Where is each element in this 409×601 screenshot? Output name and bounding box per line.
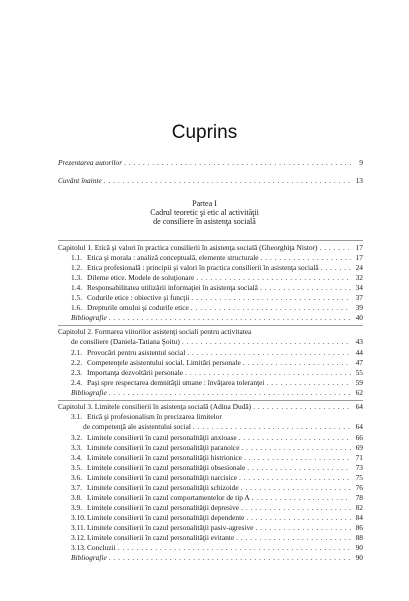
section-number: 3.7. [71,483,83,492]
dot-leader [191,293,351,303]
toc-chapter-3[interactable] [58,402,363,412]
toc-entry-title: Capitolul 3. Limitele consilierii în asistenţa socială (Adina Dudă) [58,402,252,411]
toc-section-line1[interactable] [71,412,363,422]
toc-entry-title: Prezentarea autorilor [58,158,123,167]
toc-bibliography[interactable] [71,313,363,323]
toc-page-number: 86 [355,523,363,532]
toc-section[interactable] [71,443,363,453]
toc-entry-title: Limitele consilierii în cazul personalităţii evitante [87,533,235,542]
section-number: 3.10. [71,513,86,522]
dot-leader [109,553,351,563]
section-number: 3.1. [71,412,83,421]
toc-entry-title: Limitele consilierii în cazul personalităţii schizoide [87,483,239,492]
dot-leader [261,253,351,263]
toc-chapter-2-line1[interactable] [58,327,363,337]
section-number: 1.4. [71,283,83,292]
toc-section[interactable] [71,273,363,283]
toc-entry-title: Drepturile omului şi codurile etice [87,303,189,312]
toc-page-number: 44 [355,348,363,357]
section-number: 3.8. [71,493,83,502]
section-number: 2.2. [71,358,83,367]
toc-section[interactable] [71,533,363,543]
section-number: 1.5. [71,293,83,302]
section-number: 1.3. [71,273,83,282]
dot-leader [191,303,351,313]
toc-section[interactable] [71,503,363,513]
toc-section[interactable] [71,463,363,473]
toc-entry-title: Limitele consilierii în cazul personalităţii narcisice [87,473,238,482]
toc-page-number: 55 [355,368,363,377]
toc-chapter-1[interactable] [58,243,363,253]
section-number: 3.13. [71,543,86,552]
toc-entry-title: Importanţa dezvoltării personale [87,368,184,377]
dot-leader [118,543,351,553]
toc-page-number: 73 [355,463,363,472]
dot-leader [246,513,351,523]
toc-entry-title: Limitele consilierii în cazul personalităţii paranoice [87,443,240,452]
dot-leader [109,388,351,398]
toc-page-number: 76 [355,483,363,492]
dot-leader [239,433,351,443]
toc-entry-title: Etică şi profesionalism în precizarea limitelor [87,412,222,421]
toc-entry-title: Codurile etice : obiective şi funcţii [87,293,190,302]
dot-leader [185,368,351,378]
toc-entry-authors[interactable] [58,158,363,168]
toc-section[interactable] [71,368,363,378]
toc-entry-title: Limitele consilierii în cazul personalităţii histrionice [87,453,242,462]
section-number: 3.3. [71,443,83,452]
divider [58,325,363,326]
toc-section[interactable] [71,293,363,303]
toc-section[interactable] [83,422,363,432]
toc-page-number: 82 [355,503,363,512]
toc-entry-title: Cuvânt înainte [58,176,102,185]
dot-leader [193,422,351,432]
dot-leader [247,463,351,473]
toc-page-number: 47 [355,358,363,367]
toc-page-number: 24 [355,263,363,272]
dot-leader [320,243,352,253]
toc-entry-title: Limitele consilierii în cazul personalităţii depresive [87,503,240,512]
toc-page-number: 69 [355,443,363,452]
toc-entry-title: Limitele consilierii în cazul personalităţii obsesionale [87,463,246,472]
dot-leader [252,493,351,503]
toc-page-number: 37 [355,293,363,302]
dot-leader [236,533,351,543]
toc-entry-title: Limitele consilierii în cazul comportamentelor de tip A [87,493,250,502]
toc-entry-title: Bibliografie [71,553,107,562]
dot-leader [321,263,351,273]
section-number: 3.6. [71,473,83,482]
section-number: 1.1. [71,253,83,262]
toc-page-number: 43 [355,337,363,346]
toc-section[interactable] [71,473,363,483]
toc-page-number: 64 [355,422,363,431]
page-title: Cuprins [171,122,238,143]
toc-section[interactable] [71,283,363,293]
toc-entry-title: Bibliografie [71,313,107,322]
section-number: 3.12. [71,533,86,542]
section-number: 2.4. [71,378,83,387]
toc-page-number: 40 [355,313,363,322]
section-number: 3.5. [71,463,83,472]
toc-entry-title: Concluzii [87,543,116,552]
toc-section[interactable] [71,513,363,523]
toc-page-number: 71 [355,453,363,462]
toc-entry-title: Limitele consilierii în cazul personalităţii pasiv-agresive [87,523,254,532]
dot-leader [255,523,351,533]
section-number: 2.3. [71,368,83,377]
toc-entry-title: de competenţă ale asistentului social [83,422,191,431]
section-number: 3.11. [71,523,86,532]
toc-entry-title: de consiliere (Daniela-Tatiana Şoitu) [71,337,180,346]
toc-bibliography[interactable] [71,553,363,563]
toc-page-number: 34 [355,283,363,292]
toc-page-number: 90 [355,553,363,562]
divider [58,400,363,401]
toc-entry-title: Etica şi morala : analiză conceptuală, elemente structurale [87,253,259,262]
dot-leader [241,483,351,493]
dot-leader [182,337,351,347]
toc-page-number: 90 [355,543,363,552]
dot-leader [109,313,351,323]
toc-section[interactable] [71,348,363,358]
toc-section[interactable] [71,523,363,533]
toc-section[interactable] [71,493,363,503]
section-number: 3.4. [71,453,83,462]
toc-section[interactable] [71,263,363,273]
toc-entry-title: Bibliografie [71,388,107,397]
toc-page-number: 17 [355,243,363,252]
divider [58,240,363,241]
toc-entry-title: Competenţele asistentului social. Limitări personale [87,358,241,367]
toc-entry-title: Responsabilitatea utilizării informaţiei în asistenţa socială [87,283,258,292]
section-number: 3.2. [71,433,83,442]
section-number: 1.2. [71,263,83,272]
section-number: 3.9. [71,503,83,512]
section-number: 2.1. [71,348,83,357]
dot-leader [253,402,351,412]
toc-page-number: 78 [355,493,363,502]
dot-leader [239,473,351,483]
toc-entry-title: Provocări pentru asistentul social [87,348,186,357]
dot-leader [243,358,351,368]
dot-leader [244,453,351,463]
dot-leader [260,283,351,293]
toc-page-number: 88 [355,533,363,542]
toc-page-number: 17 [355,253,363,262]
toc-entry-title: Capitolul 2. Formarea viitorilor asistenţi sociali pentru activitatea [58,327,252,336]
toc-page-number: 59 [355,378,363,387]
toc-section[interactable] [71,253,363,263]
toc-bibliography[interactable] [71,388,363,398]
part-title-line1: Cadrul teoretic şi etic al activităţii [150,208,259,217]
toc-section[interactable] [71,543,363,553]
toc-section[interactable] [71,433,363,443]
toc-section[interactable] [71,303,363,313]
toc-page-number: 13 [355,176,363,185]
toc-page-number: 84 [355,513,363,522]
section-number: 1.6. [71,303,83,312]
dot-leader [124,158,351,168]
toc-page-number: 32 [355,273,363,282]
dot-leader [241,503,351,513]
part-title-line2: de consiliere în asistenţa socială [153,217,256,226]
toc-section[interactable] [71,358,363,368]
toc-page-number: 62 [355,388,363,397]
toc-section[interactable] [71,378,363,388]
toc-page-number: 39 [355,303,363,312]
toc-entry-title: Limitele consilierii în cazul personalităţii anxioase [87,433,237,442]
toc-section[interactable] [71,483,363,493]
toc-page-number: 66 [355,433,363,442]
toc-page-number: 64 [355,402,363,411]
dot-leader [241,443,351,453]
toc-entry-title: Dileme etice. Modele de soluţionare [87,273,195,282]
toc-entry-title: Limitele consilierii în cazul personalităţii dependente [87,513,245,522]
toc-entry-foreword[interactable] [58,176,363,186]
part-label: Partea I [192,199,217,208]
toc-page-number: 75 [355,473,363,482]
toc-entry-title: Capitolul 1. Etică şi valori în practica consilierii în asistenţa socială (Gheorghiţa Nistor) [58,243,318,252]
dot-leader [196,273,351,283]
toc-page-number: 9 [359,158,363,167]
dot-leader [267,378,351,388]
toc-entry-title: Paşi spre respectarea demnităţii umane : învăţarea toleranţei [87,378,265,387]
dot-leader [187,348,351,358]
toc-chapter-2[interactable] [71,337,363,347]
dot-leader [104,176,351,186]
toc-section[interactable] [71,453,363,463]
toc-entry-title: Etica profesională : principii şi valori în practica consilierii în asistenţa socială [87,263,319,272]
